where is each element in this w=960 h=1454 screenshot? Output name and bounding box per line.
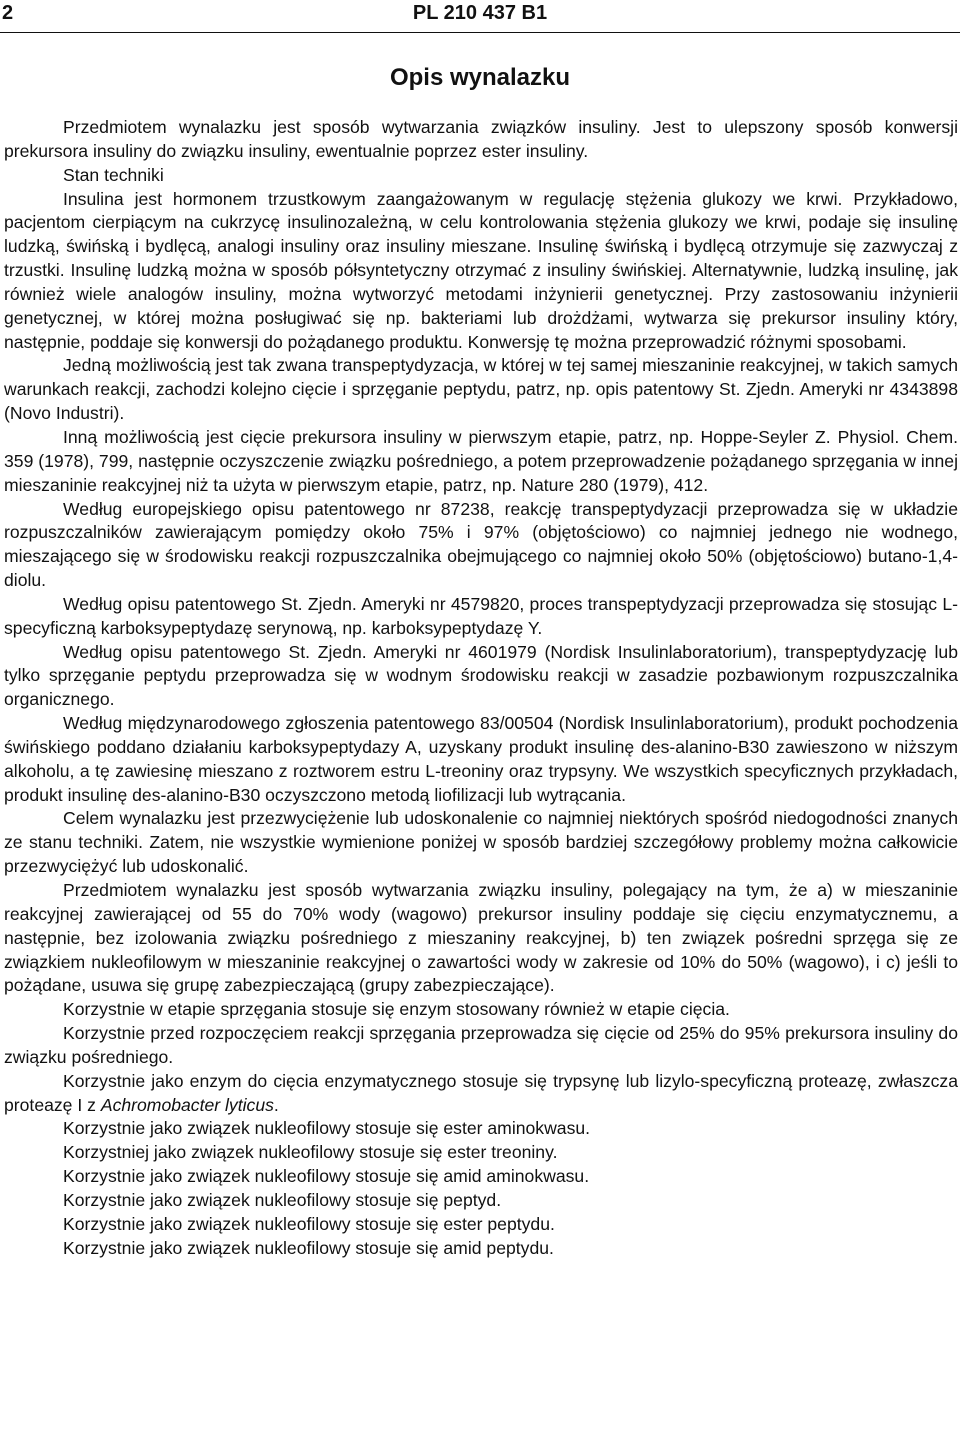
paragraph: Jedną możliwością jest tak zwana transpeptydyzacja, w której w tej samej mieszaninie reakcyjnej, w takich samych warunkach reakcji, zachodzi kolejno cięcie i sprzęganie peptydu, patrz, np. opis patentowy St. Zjedn. Ameryki nr 4343898 (Novo Industri). xyxy=(4,355,958,424)
paragraph: Insulina jest hormonem trzustkowym zaangażowanym w regulację stężenia glukozy we krwi. Przykładowo, pacjentom cierpiącym na cukrzycę insulinozależną, w celu kontrolowania stężenia glukozy we krwi, podaje się insulinę ludzką, świńską i bydlęcą, analogi insuliny oraz insuliny mieszane. Insulinę świńską i bydlęcą otrzymuje się zazwyczaj z trzustki. Insulinę ludzką można w sposób półsyntetyczny otrzymać z insuliny świńskiej. Alternatywnie, ludzką insulinę, jak również wiele analogów insuliny, można wytworzyć metodami inżynierii genetycznej. Przy zastosowaniu inżynierii genetycznej, w której można posługiwać się np. bakteriami lub drożdżami, wytwarza się prekursor insuliny który, następnie, poddaje się konwersji do pożądanego produktu. Konwersję tę można przeprowadzić różnymi sposobami. xyxy=(4,188,958,352)
section-heading: Stan techniki xyxy=(63,164,164,185)
paragraph: Według europejskiego opisu patentowego nr 87238, reakcję transpeptydyzacji przeprowadza się w układzie rozpuszczalników zawierającym pomiędzy około 75% i 97% (objętościowo) co najmniej jednego nie wodnego, mieszającego się w środowisku reakcji rozpuszczalnika obejmującego co najmniej około 50% (objętościowo) butano-1,4-diolu. xyxy=(4,498,958,591)
paragraph: Korzystnie jako związek nukleofilowy stosuje się peptyd. xyxy=(63,1189,502,1210)
paragraph: Według międzynarodowego zgłoszenia patentowego 83/00504 (Nordisk Insulinlaboratorium), produkt pochodzenia świńskiego poddano działaniu karboksypeptydazy A, uzyskany produkt insulinę des-alanino-B30 zawieszono w niższym alkoholu, a tę zawiesinę mieszano z roztworem estru L-treoniny oraz trypsyny. We wszystkich specyficznych przykładach, produkt insulinę des-alanino-B30 oczyszczono metodą liofilizacji lub wytrącania. xyxy=(4,713,958,805)
enzyme-text-end: . xyxy=(273,1094,279,1115)
page-number: 2 xyxy=(2,2,14,24)
header-rule xyxy=(0,32,960,33)
paragraph: Korzystnie jako związek nukleofilowy stosuje się amid aminokwasu. xyxy=(63,1166,590,1187)
paragraph: Przedmiotem wynalazku jest sposób wytwarzania związku insuliny, polegający na tym, że a) w mieszaninie reakcyjnej zawierającej od 55 do 70% wody (wagowo) prekursor insuliny poddaje się cięciu enzymatycznemu, a następnie, bez izolowania związku pośredniego z mieszaniny reakcyjnej, b) ten związek pośredni sprzęga się ze związkiem nukleofilowym w mieszaninie reakcyjnej o zawartości wody w zakresie od 10% do 50% (wagowo), i c) jeśli to pożądane, usuwa się grupę zabezpieczającą (grupy zabezpieczające). xyxy=(4,880,958,996)
paragraph: Korzystniej jako związek nukleofilowy stosuje się ester treoniny. xyxy=(63,1142,558,1163)
paragraph: Inną możliwością jest cięcie prekursora insuliny w pierwszym etapie, patrz, np. Hoppe-Seyler Z. Physiol. Chem. 359 (1978), 799, następnie oczyszczenie związku pośredniego, a potem przeprowadzenie pożądanego sprzęgania w innej mieszaninie reakcyjnej niż ta użyta w pierwszym etapie, patrz, np. Nature 280 (1979), 412. xyxy=(4,426,958,495)
paragraph: Korzystnie jako związek nukleofilowy stosuje się amid peptydu. xyxy=(63,1237,554,1258)
paragraph: Korzystnie jako związek nukleofilowy stosuje się ester aminokwasu. xyxy=(63,1118,591,1139)
paragraph: Korzystnie jako związek nukleofilowy stosuje się ester peptydu. xyxy=(63,1213,555,1234)
patent-number: PL 210 437 B1 xyxy=(412,2,548,24)
paragraph: Według opisu patentowego St. Zjedn. Ameryki nr 4601979 (Nordisk Insulinlaboratorium), transpeptydyzację lub tylko sprzęganie peptydu przeprowadza się w wodnym środowisku reakcji w zasadzie pozbawionym rozpuszczalnika organicznego. xyxy=(4,641,958,710)
enzyme-text: Korzystnie jako enzym do cięcia enzymatycznego stosuje się trypsynę lub lizylo-specyficzną proteazę, zwłaszcza proteazę I z xyxy=(4,1070,958,1115)
paragraph: Korzystnie w etapie sprzęgania stosuje się enzym stosowany również w etapie cięcia. xyxy=(63,999,730,1020)
document-title: Opis wynalazku xyxy=(389,64,571,91)
paragraph: Celem wynalazku jest przezwyciężenie lub udoskonalenie co najmniej niektórych spośród niedogodności znanych ze stanu techniki. Zatem, nie wszystkie wymienione poniżej w sposób bardziej szczegółowy problemy można całkowicie przezwyciężyć lub udoskonalić. xyxy=(4,808,958,877)
document-body xyxy=(4,116,958,1261)
enzyme-paragraph xyxy=(4,1070,958,1118)
paragraph: Przedmiotem wynalazku jest sposób wytwarzania związków insuliny. Jest to ulepszony sposób konwersji prekursora insuliny do związku insuliny, ewentualnie poprzez ester insuliny. xyxy=(4,117,958,161)
paragraph: Korzystnie przed rozpoczęciem reakcji sprzęgania przeprowadza się cięcie od 25% do 95% prekursora insuliny do związku pośredniego. xyxy=(4,1023,958,1067)
paragraph: Według opisu patentowego St. Zjedn. Ameryki nr 4579820, proces transpeptydyzacji przeprowadza się stosując L-specyficzną karboksypeptydazę serynową, np. karboksypeptydazę Y. xyxy=(4,593,958,638)
species-name: Achromobacter lyticus xyxy=(100,1094,274,1115)
